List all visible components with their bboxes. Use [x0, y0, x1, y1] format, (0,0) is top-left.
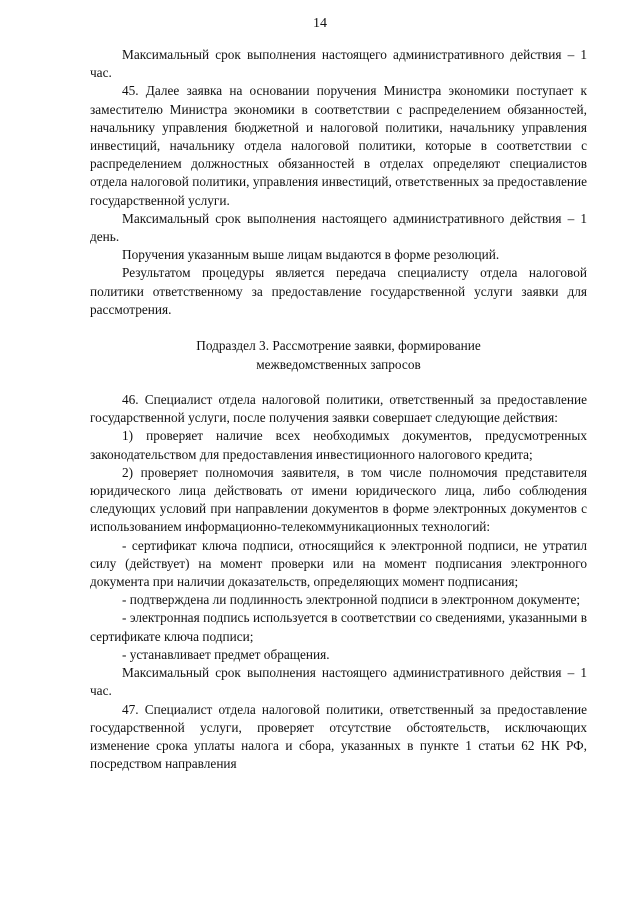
paragraph-46: 46. Специалист отдела налоговой политики, ответственный за предоставление государственной услуги, после получения заявки совершает следующие действия:: [90, 392, 587, 426]
list-item-1: 1) проверяет наличие всех необходимых документов, предусмотренных законодательством для предоставления инвестиционного налогового кредита;: [90, 428, 587, 462]
paragraph-45: 45. Далее заявка на основании поручения Министра экономики поступает к заместителю Министра экономики в соответствии с распределением обязанностей, начальнику управления бюджетной и налоговой политики, начальнику управления инвестиций, начальнику отдела налоговой политики, которые в соответствии с распределением должностных обязанностей в отделах определяют специалистов отдела налоговой политики, управления инвестиций, ответственных за предоставление государственной услуги.: [90, 83, 587, 208]
paragraph-deadline-1: Максимальный срок выполнения настоящего административного действия – 1 час.: [90, 47, 587, 81]
paragraph-47: 47. Специалист отдела налоговой политики, ответственный за предоставление государственной услуги, проверяет отсутствие обстоятельств, исключающих изменение срока уплаты налога и сбора, указанных в пункте 1 статьи 62 НК РФ, посредством направления: [90, 701, 587, 772]
list-item-2: 2) проверяет полномочия заявителя, в том числе полномочия представителя юридического лица действовать от имени юридического лица, либо соблюдения следующих условий при направлении документов в форме электронных документов с использованием информационно-телекоммуникационных технологий:: [90, 464, 587, 535]
condition-authenticity: - подтверждена ли подлинность электронной подписи в электронном документе;: [122, 592, 581, 608]
condition-subject: - устанавливает предмет обращения.: [122, 646, 330, 662]
paragraph-deadline-3: Максимальный срок выполнения настоящего административного действия – 1 час.: [90, 665, 587, 699]
condition-usage: - электронная подпись используется в соответствии со сведениями, указанными в сертификате ключа подписи;: [90, 610, 587, 644]
subsection-heading: [90, 336, 587, 374]
paragraph-deadline-2: Максимальный срок выполнения настоящего административного действия – 1 день.: [90, 210, 587, 245]
condition-certificate: - сертификат ключа подписи, относящийся к электронной подписи, не утратил силу (действует) на момент проверки или на момент подписания электронного документа при наличии доказательств, определяющих момент подписания;: [90, 537, 587, 590]
paragraph-result: Результатом процедуры является передача специалисту отдела налоговой политики ответственному за предоставление государственной услуги заявки для рассмотрения.: [90, 265, 587, 317]
page-number: 14: [313, 16, 327, 31]
subsection-heading-line-2: межведомственных запросов: [256, 357, 421, 373]
document-body: [90, 46, 587, 773]
paragraph-resolutions: Поручения указанным выше лицам выдаются в форме резолюций.: [122, 247, 500, 263]
subsection-heading-line-1: Подраздел 3. Рассмотрение заявки, формирование: [196, 338, 481, 354]
